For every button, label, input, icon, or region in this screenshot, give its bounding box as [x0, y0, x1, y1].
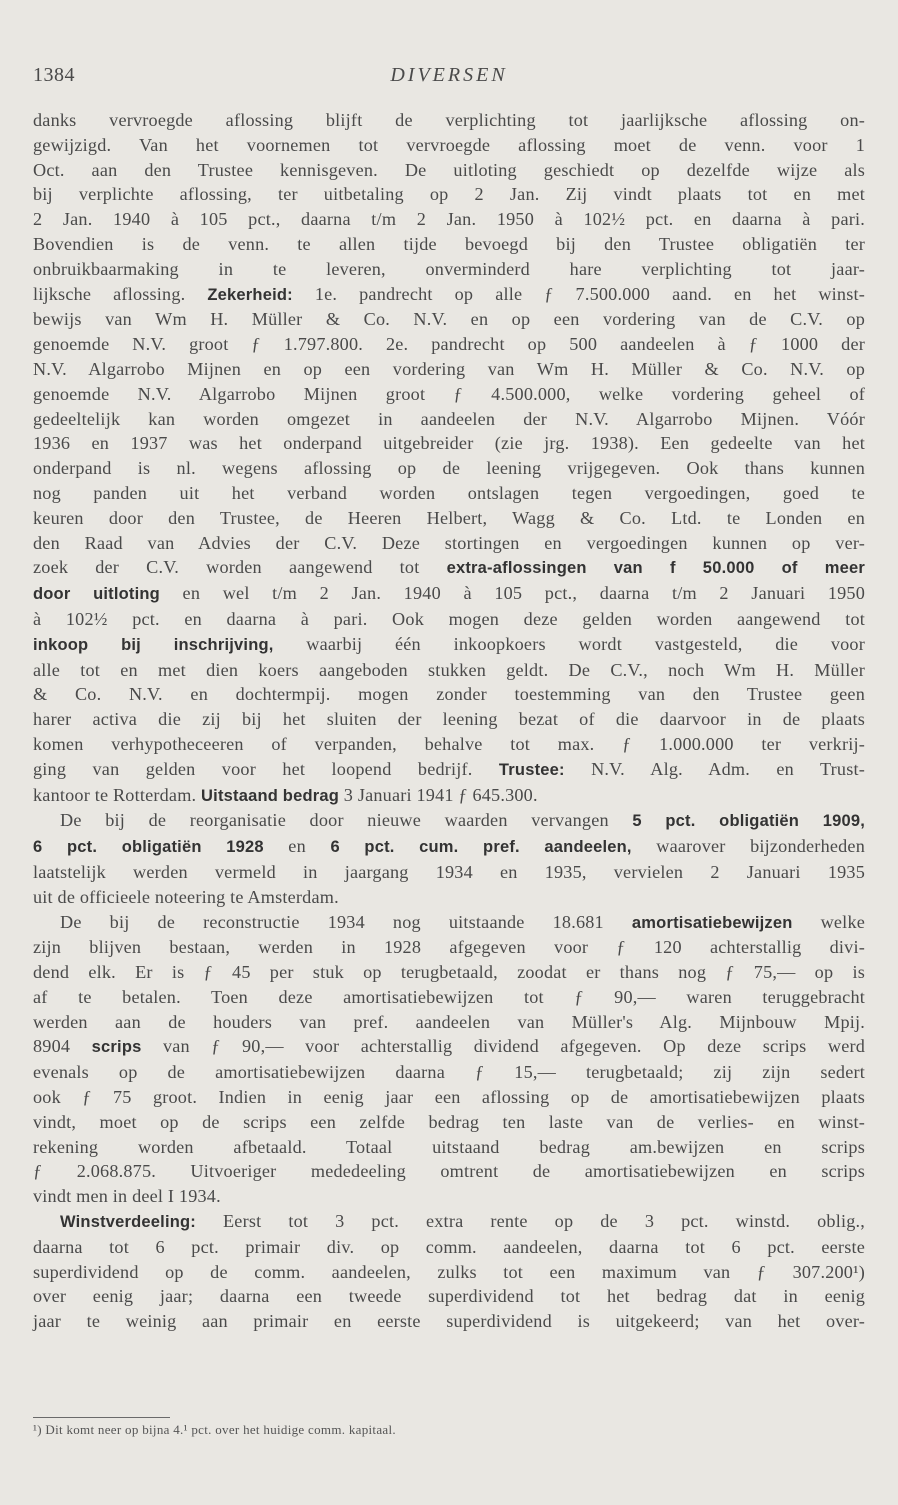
- emphasis-door-uitloting: door uitloting: [33, 585, 160, 604]
- text-line: af te betalen. Toen deze amortisatiebewijzen tot ƒ 90,— waren teruggebracht: [33, 986, 865, 1007]
- text-line: gewijzigd. Van het voornemen tot vervroegde aflossing moet de venn. voor 1: [33, 134, 865, 155]
- text-line: & Co. N.V. en dochtermpij. mogen zonder toestemming van den Trustee geen: [33, 684, 865, 705]
- text-line: uit de officieele noteering te Amsterdam.: [33, 886, 339, 907]
- emphasis-amortisatiebewijzen: amortisatiebewijzen: [631, 913, 793, 932]
- text-line: dend elk. Er is ƒ 45 per stuk op terugbetaald, zoodat er thans nog ƒ 75,— op is: [33, 962, 865, 983]
- heading-trustee: Trustee:: [498, 760, 565, 779]
- text-line: zoek der C.V. worden aangewend tot extra-aflossingen van f 50.000 of meer: [33, 557, 865, 578]
- text-line: ging van gelden voor het loopend bedrijf. Trustee: N.V. Alg. Adm. en Trust-: [33, 758, 866, 779]
- text-line: 1936 en 1937 was het onderpand uitgebreider (zie jrg. 1938). Een gedeelte van het: [33, 433, 865, 454]
- footnote-divider: [33, 1417, 170, 1418]
- text-line: 8904 scrips van ƒ 90,— voor achterstallig dividend afgegeven. Op deze scrips werd: [33, 1036, 866, 1057]
- text-line: evenals op de amortisatiebewijzen daarna ƒ 15,— terugbetaald; zij zijn sedert: [33, 1062, 865, 1083]
- emphasis-scrips: scrips: [91, 1038, 142, 1057]
- text-line: ƒ 2.068.875. Uitvoeriger mededeeling omtrent de amortisatiebewijzen en scrips: [33, 1161, 865, 1182]
- text-line: Oct. aan den Trustee kennisgeven. De uitloting geschiedt op dezelfde wijze als: [33, 159, 865, 180]
- heading-zekerheid: Zekerheid:: [207, 285, 293, 304]
- text-line: vindt men in deel I 1934.: [33, 1186, 221, 1207]
- text-line: onderpand is nl. wegens aflossing op de leening vrijgegeven. Ook thans kunnen: [33, 458, 865, 479]
- text-line: alle tot en met dien koers aangeboden stukken geldt. De C.V., noch Wm H. Müller: [33, 659, 865, 680]
- body-text: [33, 108, 865, 1334]
- text-line: kantoor te Rotterdam. Uitstaand bedrag 3 Januari 1941 ƒ 645.300.: [33, 784, 538, 805]
- text-line: den Raad van Advies der C.V. Deze stortingen en vergoedingen kunnen op ver-: [33, 532, 865, 553]
- text-line: N.V. Algarrobo Mijnen en op een vordering van Wm H. Müller & Co. N.V. op: [33, 358, 865, 379]
- text-line: 2 Jan. 1940 à 105 pct., daarna t/m 2 Jan. 1950 à 102½ pct. en daarna à pari.: [33, 209, 865, 230]
- emphasis-6pct-pref: 6 pct. cum. pref. aandeelen,: [330, 838, 632, 857]
- running-head: DIVERSEN: [390, 64, 508, 86]
- text-line: De bij de reconstructie 1934 nog uitstaande 18.681 amortisatiebewijzen welke: [60, 911, 866, 932]
- text-line: Bovendien is de venn. te allen tijde bevoegd bij den Trustee obligatiën ter: [33, 233, 865, 254]
- page-header: [33, 64, 865, 92]
- emphasis-inkoop: inkoop bij inschrijving,: [33, 635, 274, 654]
- text-line: à 102½ pct. en daarna à pari. Ook mogen deze gelden worden aangewend tot: [33, 608, 865, 629]
- text-line: ook ƒ 75 groot. Indien in eenig jaar een aflossing op de amortisatiebewijzen plaats: [33, 1087, 865, 1108]
- text-line: vindt, moet op de scrips een zelfde bedrag ten laste van de verlies- en winst-: [33, 1111, 865, 1132]
- text-line: rekening worden afbetaald. Totaal uitstaand bedrag am.bewijzen en scrips: [33, 1136, 865, 1157]
- heading-winstverdeeling: Winstverdeeling:: [60, 1213, 196, 1232]
- text-line: harer activa die zij bij het sluiten der leening bezat of die daarvoor in de plaats: [33, 709, 865, 730]
- text-line: komen verhypotheceeren of verpanden, behalve tot max. ƒ 1.000.000 ter verkrij-: [33, 733, 865, 754]
- page-number: 1384: [33, 64, 75, 86]
- text-line: jaar te weinig aan primair en eerste superdividend is uitgekeerd; van het over-: [33, 1311, 865, 1332]
- text-line: bij verplichte aflossing, ter uitbetaling op 2 Jan. Zij vindt plaats tot en met: [33, 184, 865, 205]
- text-line: onbruikbaarmaking in te leveren, onverminderd hare verplichting tot jaar-: [33, 258, 865, 279]
- text-line: werden aan de houders van pref. aandeelen van Müller's Alg. Mijnbouw Mpij.: [33, 1011, 865, 1032]
- text-line: danks vervroegde aflossing blijft de verplichting tot jaarlijksche aflossing on-: [33, 110, 865, 130]
- emphasis-extra-aflossingen: extra-aflossingen van f 50.000 of meer: [446, 559, 865, 578]
- text-line: Winstverdeeling: Eerst tot 3 pct. extra rente op de 3 pct. winstd. oblig.,: [60, 1211, 865, 1232]
- text-line: keuren door den Trustee, de Heeren Helbert, Wagg & Co. Ltd. te Londen en: [33, 507, 865, 528]
- text-line: door uitloting en wel t/m 2 Jan. 1940 à 105 pct., daarna t/m 2 Januari 1950: [33, 583, 865, 604]
- text-line: genoemde N.V. Algarrobo Mijnen groot ƒ 4.500.000, welke vordering geheel of: [33, 383, 865, 404]
- footnote-marker: ¹): [33, 1422, 42, 1437]
- footnote-text: Dit komt neer op bijna 4.¹ pct. over het huidige comm. kapitaal.: [45, 1422, 396, 1437]
- text-line: daarna tot 6 pct. primair div. op comm. aandeelen, daarna tot 6 pct. eerste: [33, 1236, 865, 1257]
- text-line: nog panden uit het verband worden ontslagen tegen vergoedingen, goed te: [33, 482, 865, 503]
- emphasis-6pct-obligatien: 6 pct. obligatiën 1928: [33, 838, 264, 857]
- text-line: laatstelijk werden vermeld in jaargang 1934 en 1935, vervielen 2 Januari 1935: [33, 861, 865, 882]
- text-line: inkoop bij inschrijving, waarbij één inkoopkoers wordt vastgesteld, die voor: [33, 633, 865, 654]
- emphasis-5pct-obligatien: 5 pct. obligatiën 1909,: [632, 812, 866, 831]
- heading-uitstaand-bedrag: Uitstaand bedrag: [201, 786, 340, 805]
- text-line: lijksche aflossing. Zekerheid: 1e. pandrecht op alle ƒ 7.500.000 aand. en het winst-: [33, 283, 866, 304]
- footnote: [33, 1421, 865, 1439]
- text-line: superdividend op de comm. aandeelen, zulks tot een maximum van ƒ 307.200¹): [33, 1261, 865, 1282]
- text-line: zijn blijven bestaan, werden in 1928 afgegeven voor ƒ 120 achterstallig divi-: [33, 937, 865, 958]
- text-line: De bij de reorganisatie door nieuwe waarden vervangen 5 pct. obligatiën 1909,: [60, 810, 866, 831]
- text-line: gedeeltelijk kan worden omgezet in aandeelen der N.V. Algarrobo Mijnen. Vóór: [33, 408, 865, 429]
- text-line: over eenig jaar; daarna een tweede superdividend tot het bedrag dat in eenig: [33, 1286, 865, 1307]
- text-line: genoemde N.V. groot ƒ 1.797.800. 2e. pandrecht op 500 aandeelen à ƒ 1000 der: [33, 334, 865, 355]
- text-line: 6 pct. obligatiën 1928 en 6 pct. cum. pref. aandeelen, waarover bijzonderheden: [33, 836, 865, 857]
- text-line: bewijs van Wm H. Müller & Co. N.V. en op een vordering van de C.V. op: [33, 309, 865, 330]
